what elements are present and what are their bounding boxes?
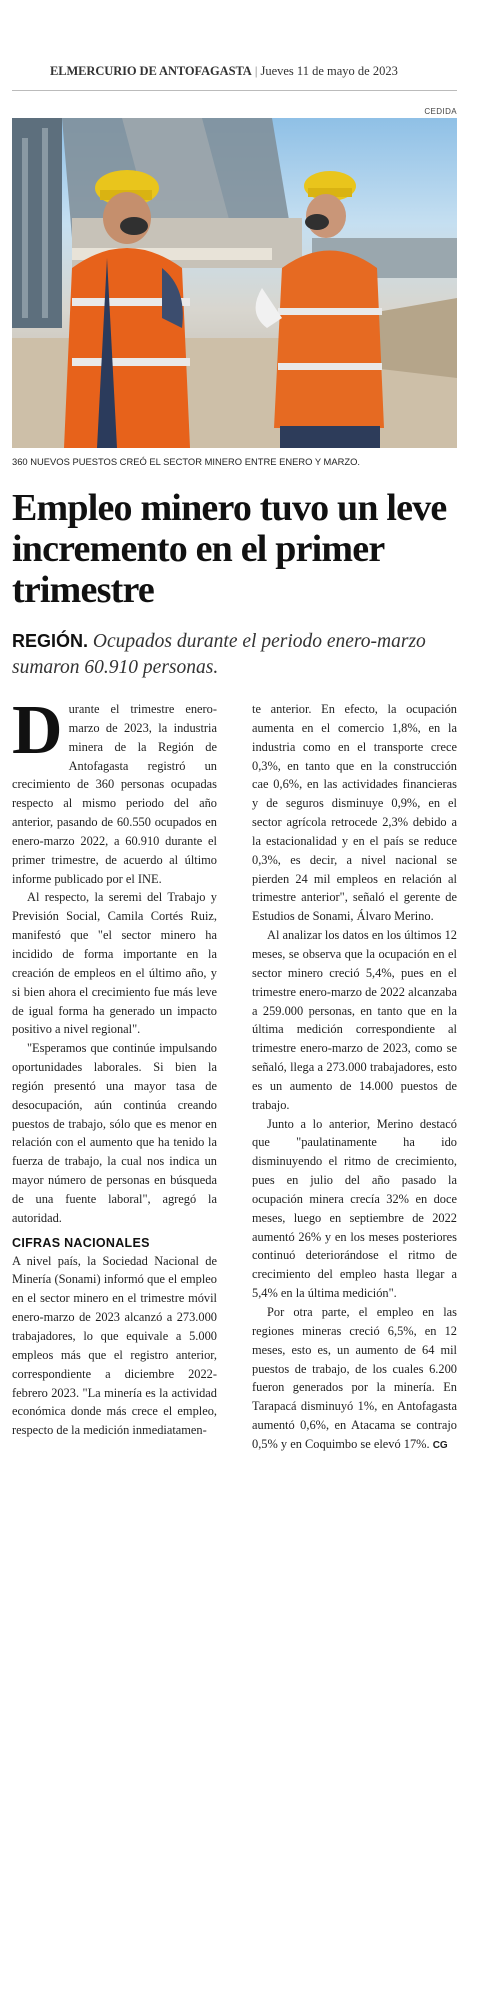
paragraph-merino: Junto a lo anterior, Merino destacó que "paulatinamente ha ido disminuyendo el ritmo de crecimiento, pues en julio del año pasado la ocupación minera crecía 32% en doce meses, luego en septiembre de 2022 aumentó 26% y en los meses posteriores continuó deteriorándose el ritmo de crecimiento del empleo hasta llegar a 5,4% en la última medición". (252, 1116, 457, 1301)
article-column-left (12, 692, 217, 1440)
section-label: REGIÓN. (12, 631, 89, 651)
paragraph-sonami: A nivel país, la Sociedad Nacional de Minería (Sonami) informó que el empleo en el sector minero en el trimestre móvil enero-marzo de 2023 alcanzó a 273.000 trabajadores, lo que equivale a 5.000 empleos más que el registro anterior, correspondiente a diciembre 2022-febrero 2023. "La minería es la actividad económica donde más crece el empleo, respecto de la medición inmediatamen- (12, 1253, 217, 1438)
subhead-cifras-nacionales: CIFRAS NACIONALES (12, 1235, 150, 1250)
masthead-separator: | (254, 64, 258, 78)
lead-paragraph-text: urante el trimestre enero-marzo de 2023, la industria minera de la Región de Antofagasta registró un crecimiento de 360 personas ocupadas respecto al mismo periodo del año anterior, pasando de 60.550 ocupados en enero-marzo 2022, a 60.910 durante el primer trimestre, de acuerdo al último informe publicado por el INE. (12, 702, 217, 886)
newspaper-name: ELMERCURIO DE ANTOFAGASTA (50, 64, 252, 78)
paragraph-regiones (252, 1303, 457, 1456)
article-photo (12, 118, 457, 448)
deck-text: Ocupados durante el periodo enero-marzo sumaron 60.910 personas. (12, 631, 426, 678)
paragraph-12-meses: Al analizar los datos en los últimos 12 meses, se observa que la ocupación en el sector minero creció 5,4%, pues en el trimestre enero-marzo de 2022 alcanzaba a 259.000 personas, en tanto que en la última medición correspondiente al trimestre enero-marzo de 2023, como se señaló, llega a 273.000 trabajadores, esto es un aumento de 14.000 puestos de trabajo. (252, 928, 457, 1112)
paragraph-seremi: Al respecto, la seremi del Trabajo y Previsión Social, Camila Cortés Ruiz, manifestó que "el sector minero ha incidido de forma importante en la creación de empleos en el último año, y si bien ahora el crecimiento fue más leve de igual forma ha generado un impacto positivo a nivel regional". (12, 890, 217, 1037)
masthead-rule (12, 90, 457, 91)
paragraph-continuation: te anterior. En efecto, la ocupación aumenta en el comercio 1,8%, en la industria como en el transporte crece 0,3%, en tanto que en la construcción cae 0,6%, en las actividades financieras y de seguros disminuye 0,9%, en el sector agrícola retrocede 2,3% debido a la estacionalidad y en el país se reduce 0,3%, es decir, a nivel nacional se pierden 24 mil empleos en relación al trimestre anterior", señaló el gerente de Estudios de Sonami, Álvaro Merino. (252, 702, 457, 924)
article-headline: Empleo minero tuvo un leve incremento en el primer trimestre (12, 487, 447, 611)
mining-workers-illustration (12, 118, 457, 448)
paragraph-expectativas: "Esperamos que continúe impulsando oportunidades laborales. Si bien la región presentó una mayor tasa de desocupación, aún continúa creando puestos de trabajo, sólo que es menor en relación con el aumento que ha tenido la fuerza de trabajo, la cual nos indica un mayor número de personas en búsqueda de una fuente laboral", agregó la autoridad. (12, 1041, 217, 1225)
publication-date: Jueves 11 de mayo de 2023 (260, 64, 398, 78)
end-mark: CG (432, 1439, 448, 1451)
article-deck (12, 628, 457, 681)
photo-credit: CEDIDA (424, 107, 457, 116)
masthead (50, 64, 457, 86)
drop-cap: D (12, 692, 63, 769)
photo-caption: 360 NUEVOS PUESTOS CREÓ EL SECTOR MINERO ENTRE ENERO Y MARZO. (12, 456, 360, 467)
paragraph-regiones-text: Por otra parte, el empleo en las regiones mineras creció 6,5%, en 12 meses, esto es, un aumento de 64 mil puestos de trabajo, de los cuales 6.200 fueron generados por la minería. En Tarapacá disminuyó 1%, en Antofagasta aumentó 0,6%, en Atacama se contrajo 0,5% y en Coquimbo se elevó 17%. (252, 1305, 457, 1451)
lead-paragraph (12, 692, 217, 888)
article-column-right (252, 700, 457, 1456)
